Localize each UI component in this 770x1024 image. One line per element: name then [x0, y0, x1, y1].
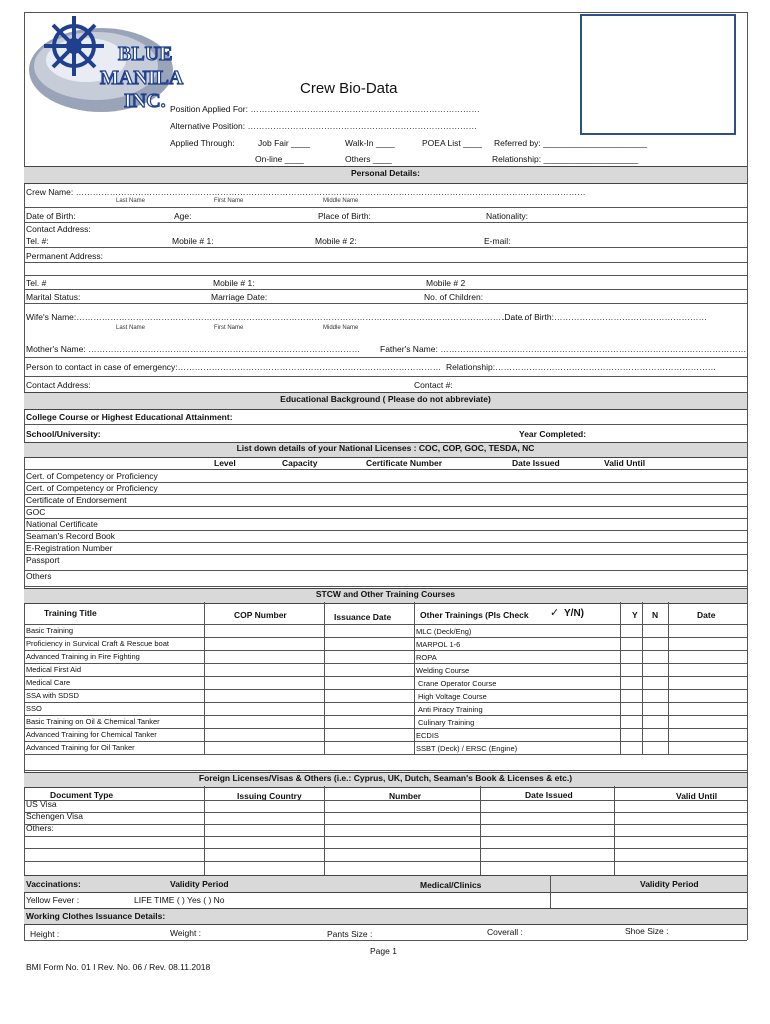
email-field[interactable]: E-mail: — [484, 236, 511, 246]
divider — [24, 262, 747, 263]
training-title: SSA with SDSD — [26, 691, 79, 700]
validity-period-label: Validity Period — [170, 879, 229, 889]
emergency-relationship-field[interactable]: Relationship:…………………………………………………………………… — [446, 362, 717, 372]
job-fair-field[interactable]: Job Fair ____ — [258, 138, 310, 148]
mother-name-field[interactable]: Mother's Name: …………………………………………………………………………………… — [26, 344, 361, 354]
outer-right-border — [747, 12, 748, 940]
other-training: MARPOL 1-6 — [416, 640, 461, 649]
license-row-label: E-Registration Number — [26, 543, 113, 553]
age-field[interactable]: Age: — [174, 211, 192, 221]
col-date: Date — [697, 610, 716, 620]
other-training: ROPA — [416, 653, 437, 662]
stcw-col-line — [324, 602, 325, 754]
college-course-field[interactable]: College Course or Highest Educational Attainment: — [26, 412, 233, 422]
first-name-label: First Name — [214, 198, 244, 204]
pants-size-field[interactable]: Pants Size : — [327, 929, 373, 939]
license-row-label: Certificate of Endorsement — [26, 495, 127, 505]
marriage-date-field[interactable]: Marriage Date: — [211, 292, 268, 302]
stcw-header-line — [24, 624, 747, 625]
vaccinations-label: Vaccinations: — [26, 879, 81, 889]
mobile2b-field[interactable]: Mobile # 2 — [426, 278, 466, 288]
wife-first-name-label: First Name — [214, 325, 244, 331]
logo-name-1: BLUE — [118, 43, 173, 65]
training-title: Basic Training on Oil & Chemical Tanker — [26, 717, 160, 726]
divider — [24, 303, 747, 304]
licenses-header: List down details of your National Licenses : COC, COP, GOC, TESDA, NC — [24, 442, 747, 458]
nationality-field[interactable]: Nationality: — [486, 211, 529, 221]
applied-through-label: Applied Through: — [170, 138, 235, 148]
training-title: Proficiency in Survical Craft & Rescue boat — [26, 639, 169, 648]
stcw-row-line[interactable] — [24, 728, 747, 729]
divider — [24, 275, 747, 276]
place-of-birth-field[interactable]: Place of Birth: — [318, 211, 371, 221]
stcw-col-line — [204, 602, 205, 754]
divider — [24, 469, 747, 470]
form-title: Crew Bio-Data — [300, 80, 398, 97]
walk-in-field[interactable]: Walk-In ____ — [345, 138, 395, 148]
crew-name-field[interactable]: Crew Name: ……………………………………………………………………………………………………………………………………………………………… — [26, 187, 586, 197]
col-issuing-country: Issuing Country — [237, 791, 302, 801]
license-row-label: National Certificate — [26, 519, 98, 529]
divider — [24, 207, 747, 208]
children-field[interactable]: No. of Children: — [424, 292, 484, 302]
license-row-line[interactable] — [24, 518, 747, 519]
col-number: Number — [389, 791, 422, 801]
col-y: Y — [632, 610, 638, 620]
foreign-row-line[interactable] — [24, 836, 747, 837]
license-row-label: GOC — [26, 507, 46, 517]
medical-clinics-label: Medical/Clinics — [420, 880, 482, 890]
poea-list-field[interactable]: POEA List ____ — [422, 138, 483, 148]
contact-no-field[interactable]: Contact #: — [414, 380, 453, 390]
divider — [24, 289, 747, 290]
emergency-contact-field[interactable]: Person to contact in case of emergency:………………………………………………………………………………… — [26, 362, 442, 372]
training-title: Advanced Training for Chemical Tanker — [26, 730, 157, 739]
divider — [24, 357, 747, 358]
tel2-field[interactable]: Tel. # — [26, 278, 47, 288]
photo-box[interactable] — [580, 14, 736, 135]
training-title: Medical First Aid — [26, 665, 82, 674]
foreign-row-line[interactable] — [24, 812, 747, 813]
col-level: Level — [214, 458, 236, 468]
height-field[interactable]: Height : — [30, 929, 60, 939]
license-row-line[interactable] — [24, 530, 747, 531]
other-training: SSBT (Deck) / ERSC (Engine) — [416, 744, 518, 753]
stcw-row-line[interactable] — [24, 741, 747, 742]
stcw-col-line — [620, 602, 621, 754]
page-number: Page 1 — [370, 946, 397, 956]
middle-name-label: Middle Name — [323, 198, 359, 204]
col-other-trainings: Other Trainings (Pls Check — [420, 610, 529, 620]
others-field[interactable]: Others ____ — [345, 154, 392, 164]
stcw-row-line[interactable] — [24, 702, 747, 703]
divider — [550, 875, 551, 908]
other-training: Anti Piracy Training — [418, 705, 483, 714]
training-title: Advanced Training for Oil Tanker — [26, 743, 135, 752]
stcw-col-line — [668, 602, 669, 754]
stcw-row-line[interactable] — [24, 715, 747, 716]
training-title: SSO — [26, 704, 42, 713]
license-row-line[interactable] — [24, 554, 747, 555]
stcw-header: STCW and Other Training Courses — [24, 588, 747, 604]
coverall-field[interactable]: Coverall : — [487, 927, 523, 937]
shoe-size-field[interactable]: Shoe Size : — [625, 926, 669, 936]
education-header: Educational Background ( Please do not abbreviate) — [24, 392, 747, 410]
mobile1-field[interactable]: Mobile # 1: — [172, 236, 214, 246]
contact-address-field[interactable]: Contact Address: — [26, 224, 91, 234]
check-icon: ✓ — [550, 607, 560, 619]
mobile1b-field[interactable]: Mobile # 1: — [213, 278, 255, 288]
school-field[interactable]: School/University: — [26, 429, 101, 439]
logo-name-3: INC. — [124, 90, 166, 112]
referred-by-field[interactable]: Referred by: ______________________ — [494, 138, 648, 148]
alternative-position[interactable]: Alternative Position: ……………………………………………………………………… — [170, 121, 477, 131]
col-certificate-number: Certificate Number — [366, 458, 443, 468]
personal-details-header: Personal Details: — [24, 166, 747, 184]
other-training: Crane Operator Course — [418, 679, 497, 688]
company-logo — [26, 14, 186, 114]
license-row-line[interactable] — [24, 506, 747, 507]
license-row-line[interactable] — [24, 570, 747, 571]
contact-address2-field[interactable]: Contact Address: — [26, 380, 91, 390]
last-name-label: Last Name — [116, 198, 146, 204]
foreign-row-line[interactable] — [24, 848, 747, 849]
outer-top-border — [24, 12, 747, 13]
stcw-row-line[interactable] — [24, 689, 747, 690]
foreign-row-line[interactable] — [24, 824, 747, 825]
license-row-label: Passport — [26, 555, 60, 565]
relationship-field[interactable]: Relationship: ____________________ — [492, 154, 639, 164]
validity-period-label-2: Validity Period — [640, 879, 699, 889]
divider — [24, 247, 747, 248]
training-title: Basic Training — [26, 626, 74, 635]
training-title: Advanced Training in Fire Fighting — [26, 652, 140, 661]
training-title: Medical Care — [26, 678, 71, 687]
col-document-type: Document Type — [50, 790, 114, 800]
clothes-label: Working Clothes Issuance Details: — [26, 911, 166, 921]
mobile2-field[interactable]: Mobile # 2: — [315, 236, 357, 246]
permanent-address-field[interactable]: Permanent Address: — [26, 251, 104, 261]
divider — [24, 376, 747, 377]
stcw-row-line[interactable] — [24, 663, 747, 664]
license-row-label: Seaman's Record Book — [26, 531, 116, 541]
license-row-line[interactable] — [24, 586, 747, 587]
foreign-header-line — [24, 800, 747, 801]
license-row-line[interactable] — [24, 542, 747, 543]
foreign-doc-label: Others: — [26, 823, 54, 833]
col-cop-number: COP Number — [234, 610, 287, 620]
license-row-label: Cert. of Competency or Proficiency — [26, 483, 158, 493]
stcw-col-line — [414, 602, 415, 754]
col-n: N — [652, 610, 659, 620]
col-capacity: Capacity — [282, 458, 318, 468]
online-field[interactable]: On-line ____ — [255, 154, 304, 164]
divider — [24, 424, 747, 425]
stcw-row-line[interactable] — [24, 676, 747, 677]
year-completed-field[interactable]: Year Completed: — [519, 429, 587, 439]
yellow-fever-field[interactable]: Yellow Fever : — [26, 895, 80, 905]
license-row-line[interactable] — [24, 494, 747, 495]
position-applied[interactable]: Position Applied For: ……………………………………………………………………… — [170, 104, 480, 114]
col-issuance-date: Issuance Date — [334, 612, 392, 622]
foreign-doc-label: Schengen Visa — [26, 811, 84, 821]
bottom-border — [24, 940, 747, 941]
wife-last-name-label: Last Name — [116, 325, 146, 331]
foreign-row-line[interactable] — [24, 861, 747, 862]
stcw-row-line[interactable] — [24, 754, 747, 755]
wife-name-field[interactable]: Wife's Name:…………………………………………………………………………………………………………………………………………… — [26, 312, 527, 322]
stcw-row-line[interactable] — [24, 650, 747, 651]
col-training-title: Training Title — [44, 608, 97, 618]
tel-field[interactable]: Tel. #: — [26, 236, 49, 246]
other-training: High Voltage Course — [418, 692, 487, 701]
foreign-doc-label: US Visa — [26, 799, 57, 809]
col-foreign-date-issued: Date Issued — [525, 790, 573, 800]
logo-name-2: MANILA — [100, 67, 184, 89]
other-training: MLC (Deck/Eng) — [416, 627, 472, 636]
divider — [24, 222, 747, 223]
weight-field[interactable]: Weight : — [170, 928, 202, 938]
col-valid-until: Valid Until — [604, 458, 646, 468]
col-yn: Y/N) — [564, 608, 584, 619]
foreign-header: Foreign Licenses/Visas & Others (i.e.: Cyprus, UK, Dutch, Seaman's Book & Licenses & etc.) — [24, 772, 747, 788]
other-training: Culinary Training — [418, 718, 475, 727]
other-training: Welding Course — [416, 666, 470, 675]
vaccination-header — [24, 875, 747, 893]
wife-middle-name-label: Middle Name — [323, 325, 359, 331]
dob-field[interactable]: Date of Birth: — [26, 211, 76, 221]
stcw-spacer-line — [24, 770, 747, 771]
form-number: BMI Form No. 01 I Rev. No. 06 / Rev. 08.11.2018 — [26, 962, 211, 972]
license-row-label: Cert. of Competency or Proficiency — [26, 471, 158, 481]
father-name-field[interactable]: Father's Name: ……………………………………………………………………………………………… — [380, 344, 747, 354]
lifetime-checkbox[interactable]: LIFE TIME ( ) Yes ( ) No — [134, 895, 225, 905]
other-training: ECDIS — [416, 731, 439, 740]
license-row-label: Others — [26, 571, 52, 581]
col-date-issued: Date Issued — [512, 458, 560, 468]
stcw-col-line — [642, 602, 643, 754]
marital-status-field[interactable]: Marital Status: — [26, 292, 81, 302]
wife-dob-field[interactable]: .Date of Birth:……………………………………………… — [502, 312, 707, 322]
col-foreign-valid-until: Valid Until — [676, 791, 718, 801]
stcw-row-line[interactable] — [24, 637, 747, 638]
